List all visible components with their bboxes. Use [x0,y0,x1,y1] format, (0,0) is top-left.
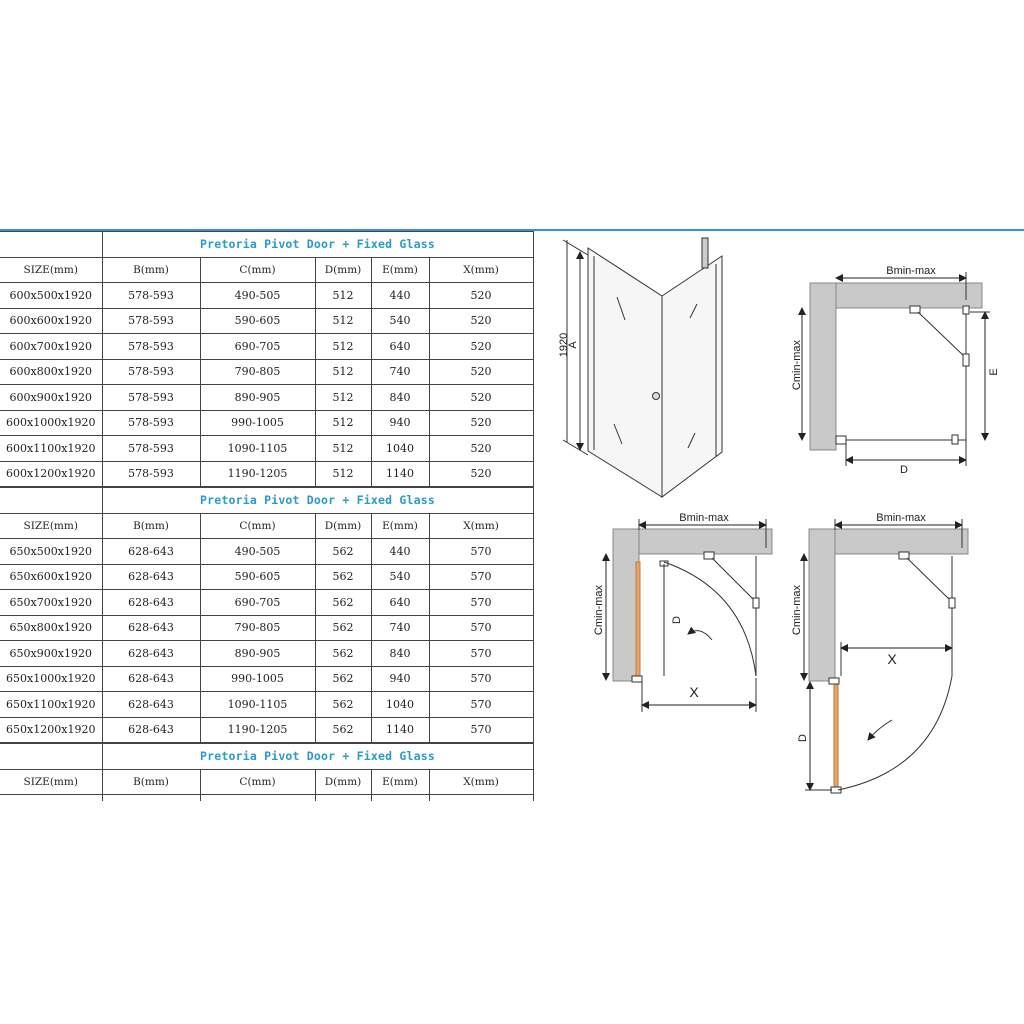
cell-b: 578-593 [102,410,200,436]
cell-size: 600x1100x1920 [0,436,102,462]
cell-c: 990-1005 [200,666,315,692]
cell-size: 650x700x1920 [0,590,102,616]
cell-size: 600x500x1920 [0,283,102,309]
cell-x: 570 [429,539,533,565]
cell-c: 1090-1105 [200,692,315,718]
cell-x: 520 [429,436,533,462]
cell-c: 1090-1105 [200,436,315,462]
cell-x: 520 [429,334,533,360]
cell-e: 440 [371,539,429,565]
col-header-x: X(mm) [429,257,533,283]
plan-right-d-label: D [797,734,809,742]
cell-b: 628-643 [102,539,200,565]
cell-c: 590-605 [200,564,315,590]
cell-c: 1190-1205 [200,717,315,743]
col-header-b: B(mm) [102,769,200,795]
cell-c: 1190-1205 [200,461,315,487]
cell-x: 520 [429,385,533,411]
cell-d: 512 [315,410,371,436]
cell-size: 600x1200x1920 [0,461,102,487]
cell-size: 600x800x1920 [0,359,102,385]
elevation-drawing [563,238,722,497]
elevation-a-label: A [567,341,579,349]
cell-x: 570 [429,717,533,743]
cell-c: 990-1005 [200,410,315,436]
cell-b: 578-593 [102,385,200,411]
plan-top-d-label: D [900,464,908,476]
plan-left-d-label: D [671,616,683,624]
cell-size: 650x600x1920 [0,564,102,590]
cell-size: 650x900x1920 [0,641,102,667]
cell-d: 512 [315,385,371,411]
col-header-size: SIZE(mm) [0,257,102,283]
col-header-size: SIZE(mm) [0,769,102,795]
col-header-b: B(mm) [102,513,200,539]
cell-d: 512 [315,334,371,360]
elevation-height-label: 1920 [558,332,570,358]
cell-b: 578-593 [102,436,200,462]
cell-size: 650x1000x1920 [0,666,102,692]
cell-b: 628-643 [102,641,200,667]
cell-c: 690-705 [200,590,315,616]
col-header-d: D(mm) [315,513,371,539]
cell-d: 562 [315,692,371,718]
cell-d: 512 [315,283,371,309]
cell-e: 1040 [371,692,429,718]
col-header-c: C(mm) [200,513,315,539]
cell-d: 512 [315,436,371,462]
cell-c: 890-905 [200,641,315,667]
plan-right-x-label: X [887,651,897,667]
cell-size: 600x700x1920 [0,334,102,360]
cell-c: 690-705 [200,334,315,360]
plan-left-x-label: X [689,684,699,700]
cell-e: 740 [371,359,429,385]
cell-d: 512 [315,461,371,487]
col-header-c: C(mm) [200,769,315,795]
col-header-e: E(mm) [371,257,429,283]
cell-e: 640 [371,590,429,616]
cell-size: 600x900x1920 [0,385,102,411]
cell-d: 562 [315,564,371,590]
cell-c: 890-905 [200,385,315,411]
cell-d: 562 [315,717,371,743]
cell-d: 512 [315,359,371,385]
cell-b: 578-593 [102,461,200,487]
cell-x: 520 [429,283,533,309]
cell-size: 650x800x1920 [0,615,102,641]
cell-d: 562 [315,590,371,616]
cell-e: 840 [371,641,429,667]
cell-b: 628-643 [102,666,200,692]
col-header-d: D(mm) [315,257,371,283]
cell-size: 650x500x1920 [0,539,102,565]
cell-b: 628-643 [102,564,200,590]
cell-x: 520 [429,359,533,385]
cell-d: 562 [315,641,371,667]
col-header-e: E(mm) [371,769,429,795]
plan-top-c-label: Cmin-max [791,339,803,391]
cell-x: 570 [429,666,533,692]
cell-c: 790-805 [200,359,315,385]
cell-b: 578-593 [102,359,200,385]
cell-x: 570 [429,590,533,616]
cell-b: 578-593 [102,283,200,309]
plan-right-b-label: Bmin-max [876,512,926,524]
cell-b: 578-593 [102,308,200,334]
cell-e: 540 [371,308,429,334]
cell-c: 790-805 [200,615,315,641]
cell-e: 740 [371,615,429,641]
table-title: Pretoria Pivot Door + Fixed Glass [102,232,533,258]
cell-size: 650x1200x1920 [0,717,102,743]
cell-d: 562 [315,615,371,641]
plan-right-c-label: Cmin-max [791,584,803,636]
cell-b: 628-643 [102,590,200,616]
cell-e: 940 [371,410,429,436]
cell-size: 600x1000x1920 [0,410,102,436]
plan-right-drawing [804,519,968,793]
cell-b: 628-643 [102,615,200,641]
cell-e: 940 [371,666,429,692]
cell-x: 520 [429,308,533,334]
cell-x: 570 [429,615,533,641]
cell-c: 590-605 [200,308,315,334]
cell-b: 628-643 [102,717,200,743]
cell-d: 562 [315,539,371,565]
cell-e: 840 [371,385,429,411]
col-header-b: B(mm) [102,257,200,283]
cell-d: 512 [315,308,371,334]
cell-e: 540 [371,564,429,590]
cell-e: 1140 [371,717,429,743]
cell-x: 520 [429,461,533,487]
cell-e: 1140 [371,461,429,487]
cell-x: 570 [429,692,533,718]
col-header-x: X(mm) [429,513,533,539]
plan-top-b-label: Bmin-max [886,265,936,277]
col-header-d: D(mm) [315,769,371,795]
table-title: Pretoria Pivot Door + Fixed Glass [102,744,533,770]
cell-c: 490-505 [200,283,315,309]
col-header-c: C(mm) [200,257,315,283]
cell-x: 570 [429,564,533,590]
cell-b: 578-593 [102,334,200,360]
plan-top-drawing [802,272,990,466]
plan-top-e-label: E [988,368,1000,376]
col-header-e: E(mm) [371,513,429,539]
col-header-x: X(mm) [429,769,533,795]
cell-size: 600x600x1920 [0,308,102,334]
cell-d: 562 [315,666,371,692]
plan-left-c-label: Cmin-max [593,584,605,636]
plan-left-b-label: Bmin-max [679,512,729,524]
cell-e: 640 [371,334,429,360]
cell-x: 520 [429,410,533,436]
cell-x: 570 [429,641,533,667]
cell-b: 628-643 [102,692,200,718]
table-title: Pretoria Pivot Door + Fixed Glass [102,488,533,514]
col-header-size: SIZE(mm) [0,513,102,539]
cell-e: 1040 [371,436,429,462]
cell-e: 440 [371,283,429,309]
cell-c: 490-505 [200,539,315,565]
cell-size: 650x1100x1920 [0,692,102,718]
